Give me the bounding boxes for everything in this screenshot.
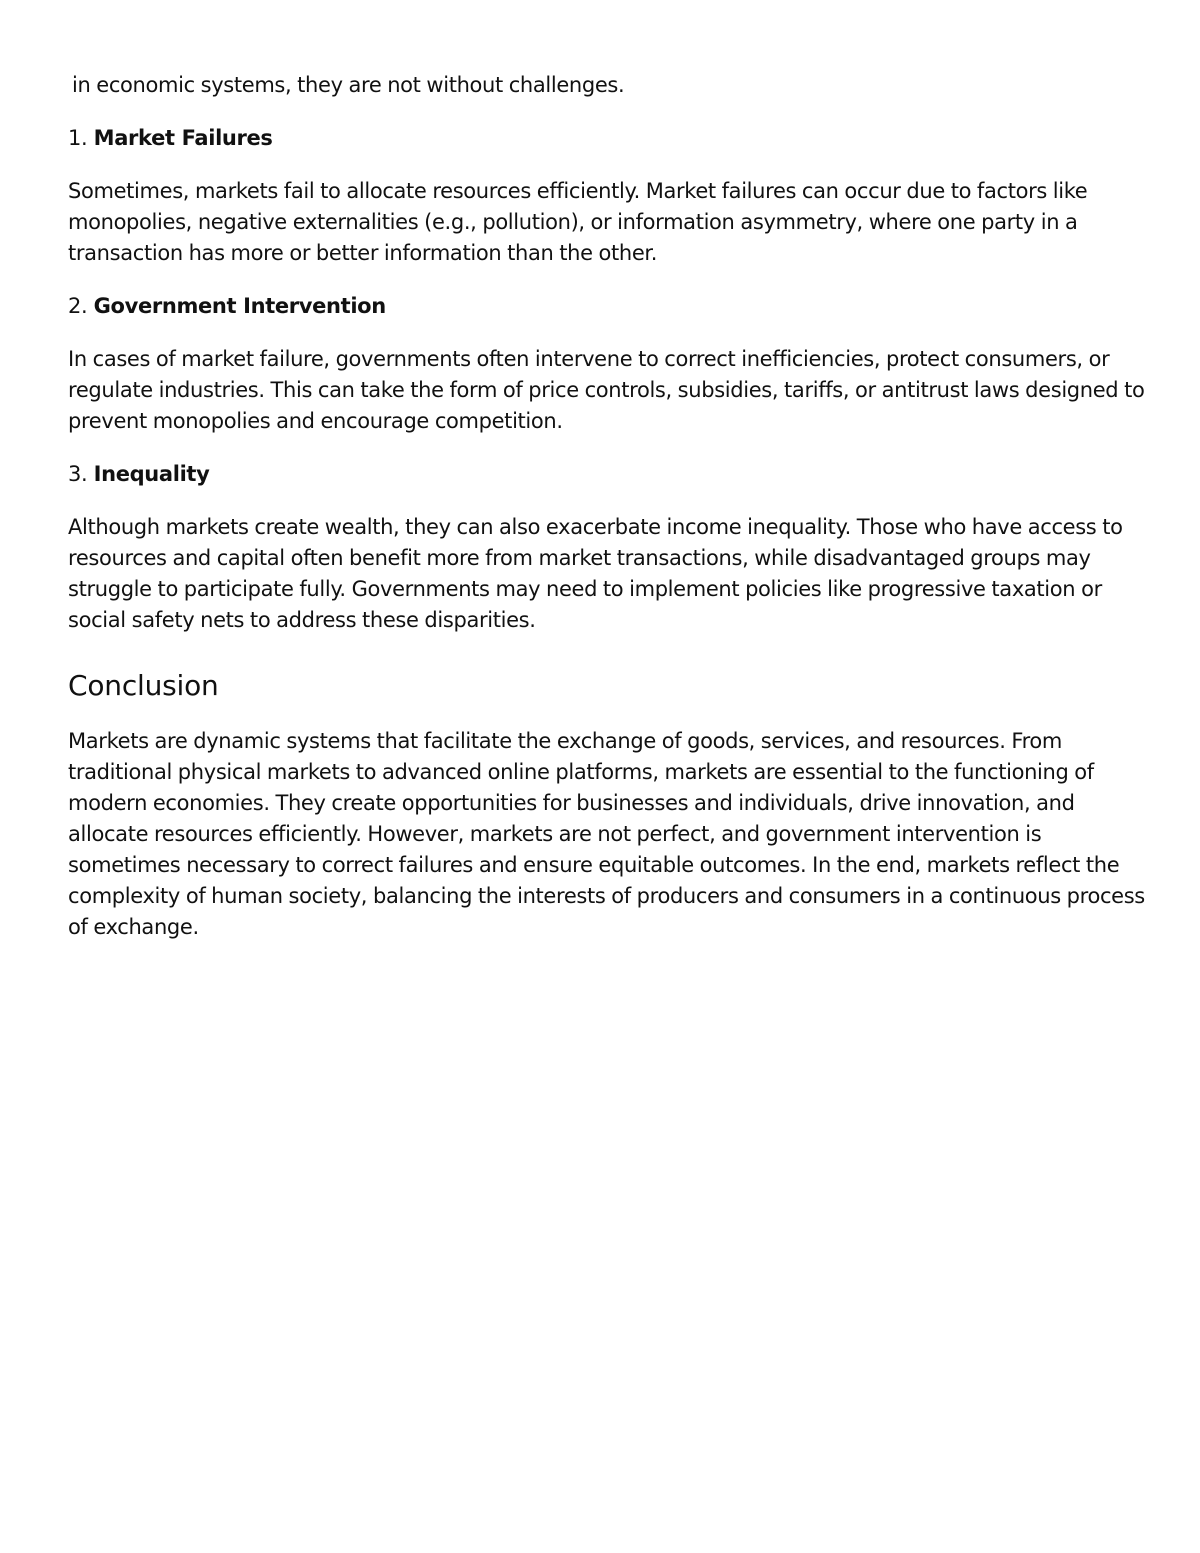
- item-body: In cases of market failure, governments often intervene to correct inefficiencies, protect consumers, or regulate industries. This can take the form of price controls, subsidies, tariffs, or antitrust laws designed to prevent monopolies and encourage competition.: [68, 347, 1145, 433]
- conclusion-paragraph: Markets are dynamic systems that facilitate the exchange of goods, services, and resources. From traditional physical markets to advanced online platforms, markets are essential to the functioning of modern economies. They create opportunities for businesses and individuals, drive innovation, and allocate resources efficiently. However, markets are not perfect, and government intervention is sometimes necessary to correct failures and ensure equitable outcomes. In the end, markets reflect the complexity of human society, balancing the interests of producers and consumers in a continuous process of exchange.: [68, 729, 1145, 939]
- item-title: Inequality: [93, 462, 210, 486]
- item-number: 2.: [68, 294, 88, 318]
- item-number: 1.: [68, 126, 88, 150]
- item-title: Market Failures: [93, 126, 273, 150]
- challenge-item-inequality: [68, 459, 1148, 636]
- item-heading: [68, 123, 1148, 154]
- conclusion-heading: Conclusion: [68, 669, 219, 702]
- item-body: Sometimes, markets fail to allocate resources efficiently. Market failures can occur due to factors like monopolies, negative externalities (e.g., pollution), or information asymmetry, where one party in a transaction has more or better information than the other.: [68, 179, 1088, 265]
- document-page: [68, 70, 1148, 943]
- item-heading: [68, 291, 1148, 322]
- item-title: Government Intervention: [93, 294, 386, 318]
- item-number: 3.: [68, 462, 88, 486]
- challenge-item-government-intervention: [68, 291, 1148, 437]
- intro-paragraph: in economic systems, they are not without challenges.: [72, 73, 625, 97]
- challenge-item-market-failures: [68, 123, 1148, 269]
- item-heading: [68, 459, 1148, 490]
- item-body: Although markets create wealth, they can also exacerbate income inequality. Those who have access to resources and capital often benefit more from market transactions, while disadvantaged groups may struggle to participate fully. Governments may need to implement policies like progressive taxation or social safety nets to address these disparities.: [68, 515, 1123, 632]
